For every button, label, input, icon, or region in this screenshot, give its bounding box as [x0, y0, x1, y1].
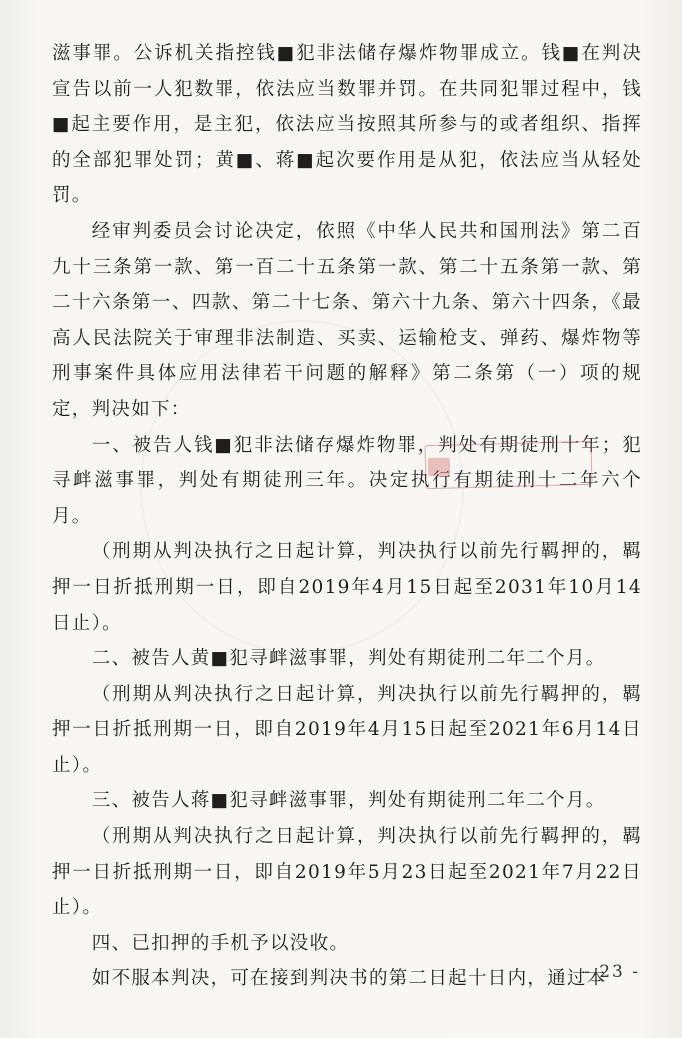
paragraph-verdict-defendant-3: 三、被告人蒋■犯寻衅滋事罪，判处有期徒刑二年二个月。: [91, 790, 606, 812]
paragraph-verdict-defendant-2: 二、被告人黄■犯寻衅滋事罪，判处有期徒刑二年二个月。: [91, 648, 606, 670]
red-correction-stamp: [424, 441, 592, 489]
paragraph-confiscation: 四、已扣押的手机予以没收。: [91, 932, 350, 954]
judgment-body: [52, 36, 642, 997]
paragraph-term-defendant-1: （刑期从判决执行之日起计算，判决执行以前先行羁押的，羁押一日折抵刑期一日，即自2019年4月15日起至2031年10月14日止）。: [52, 541, 642, 634]
paragraph-term-defendant-3: （刑期从判决执行之日起计算，判决执行以前先行羁押的，羁押一日折抵刑期一日，即自2019年5月23日起至2021年7月22日止）。: [52, 826, 642, 919]
paragraph-sentencing-summary: 滋事罪。公诉机关指控钱■犯非法储存爆炸物罪成立。钱■在判决宣告以前一人犯数罪，依法应当数罪并罚。在共同犯罪过程中，钱■起主要作用，是主犯，依法应当按照其所参与的或者组织、指挥的全部犯罪处罚；黄■、蒋■起次要作用是从犯，依法应当从轻处罚。: [52, 43, 642, 207]
paragraph-appeal-notice: 如不服本判决，可在接到判决书的第二日起十日内，通过本: [91, 968, 607, 990]
paragraph-term-defendant-2: （刑期从判决执行之日起计算，判决执行以前先行羁押的，羁押一日折抵刑期一日，即自2019年4月15日起至2021年6月14日止）。: [52, 683, 642, 776]
paragraph-legal-basis: 经审判委员会讨论决定，依照《中华人民共和国刑法》第二百九十三条第一款、第一百二十五条第一款、第二十五条第一款、第二十六条第一、四款、第二十七条、第六十九条、第六十四条，《最高人民法院关于审理非法制造、买卖、运输枪支、弹药、爆炸物等刑事案件具体应用法律若干问题的解释》第二条第（一）项的规定，判决如下：: [52, 220, 642, 420]
page-number: - 23 -: [584, 962, 640, 982]
paragraph-verdict-defendant-1: 一、被告人钱■犯非法储存爆炸物罪，判处有期徒刑十年；犯寻衅滋事罪，判处有期徒刑三年。决定执行有期徒刑十二年六个月。: [52, 434, 642, 527]
